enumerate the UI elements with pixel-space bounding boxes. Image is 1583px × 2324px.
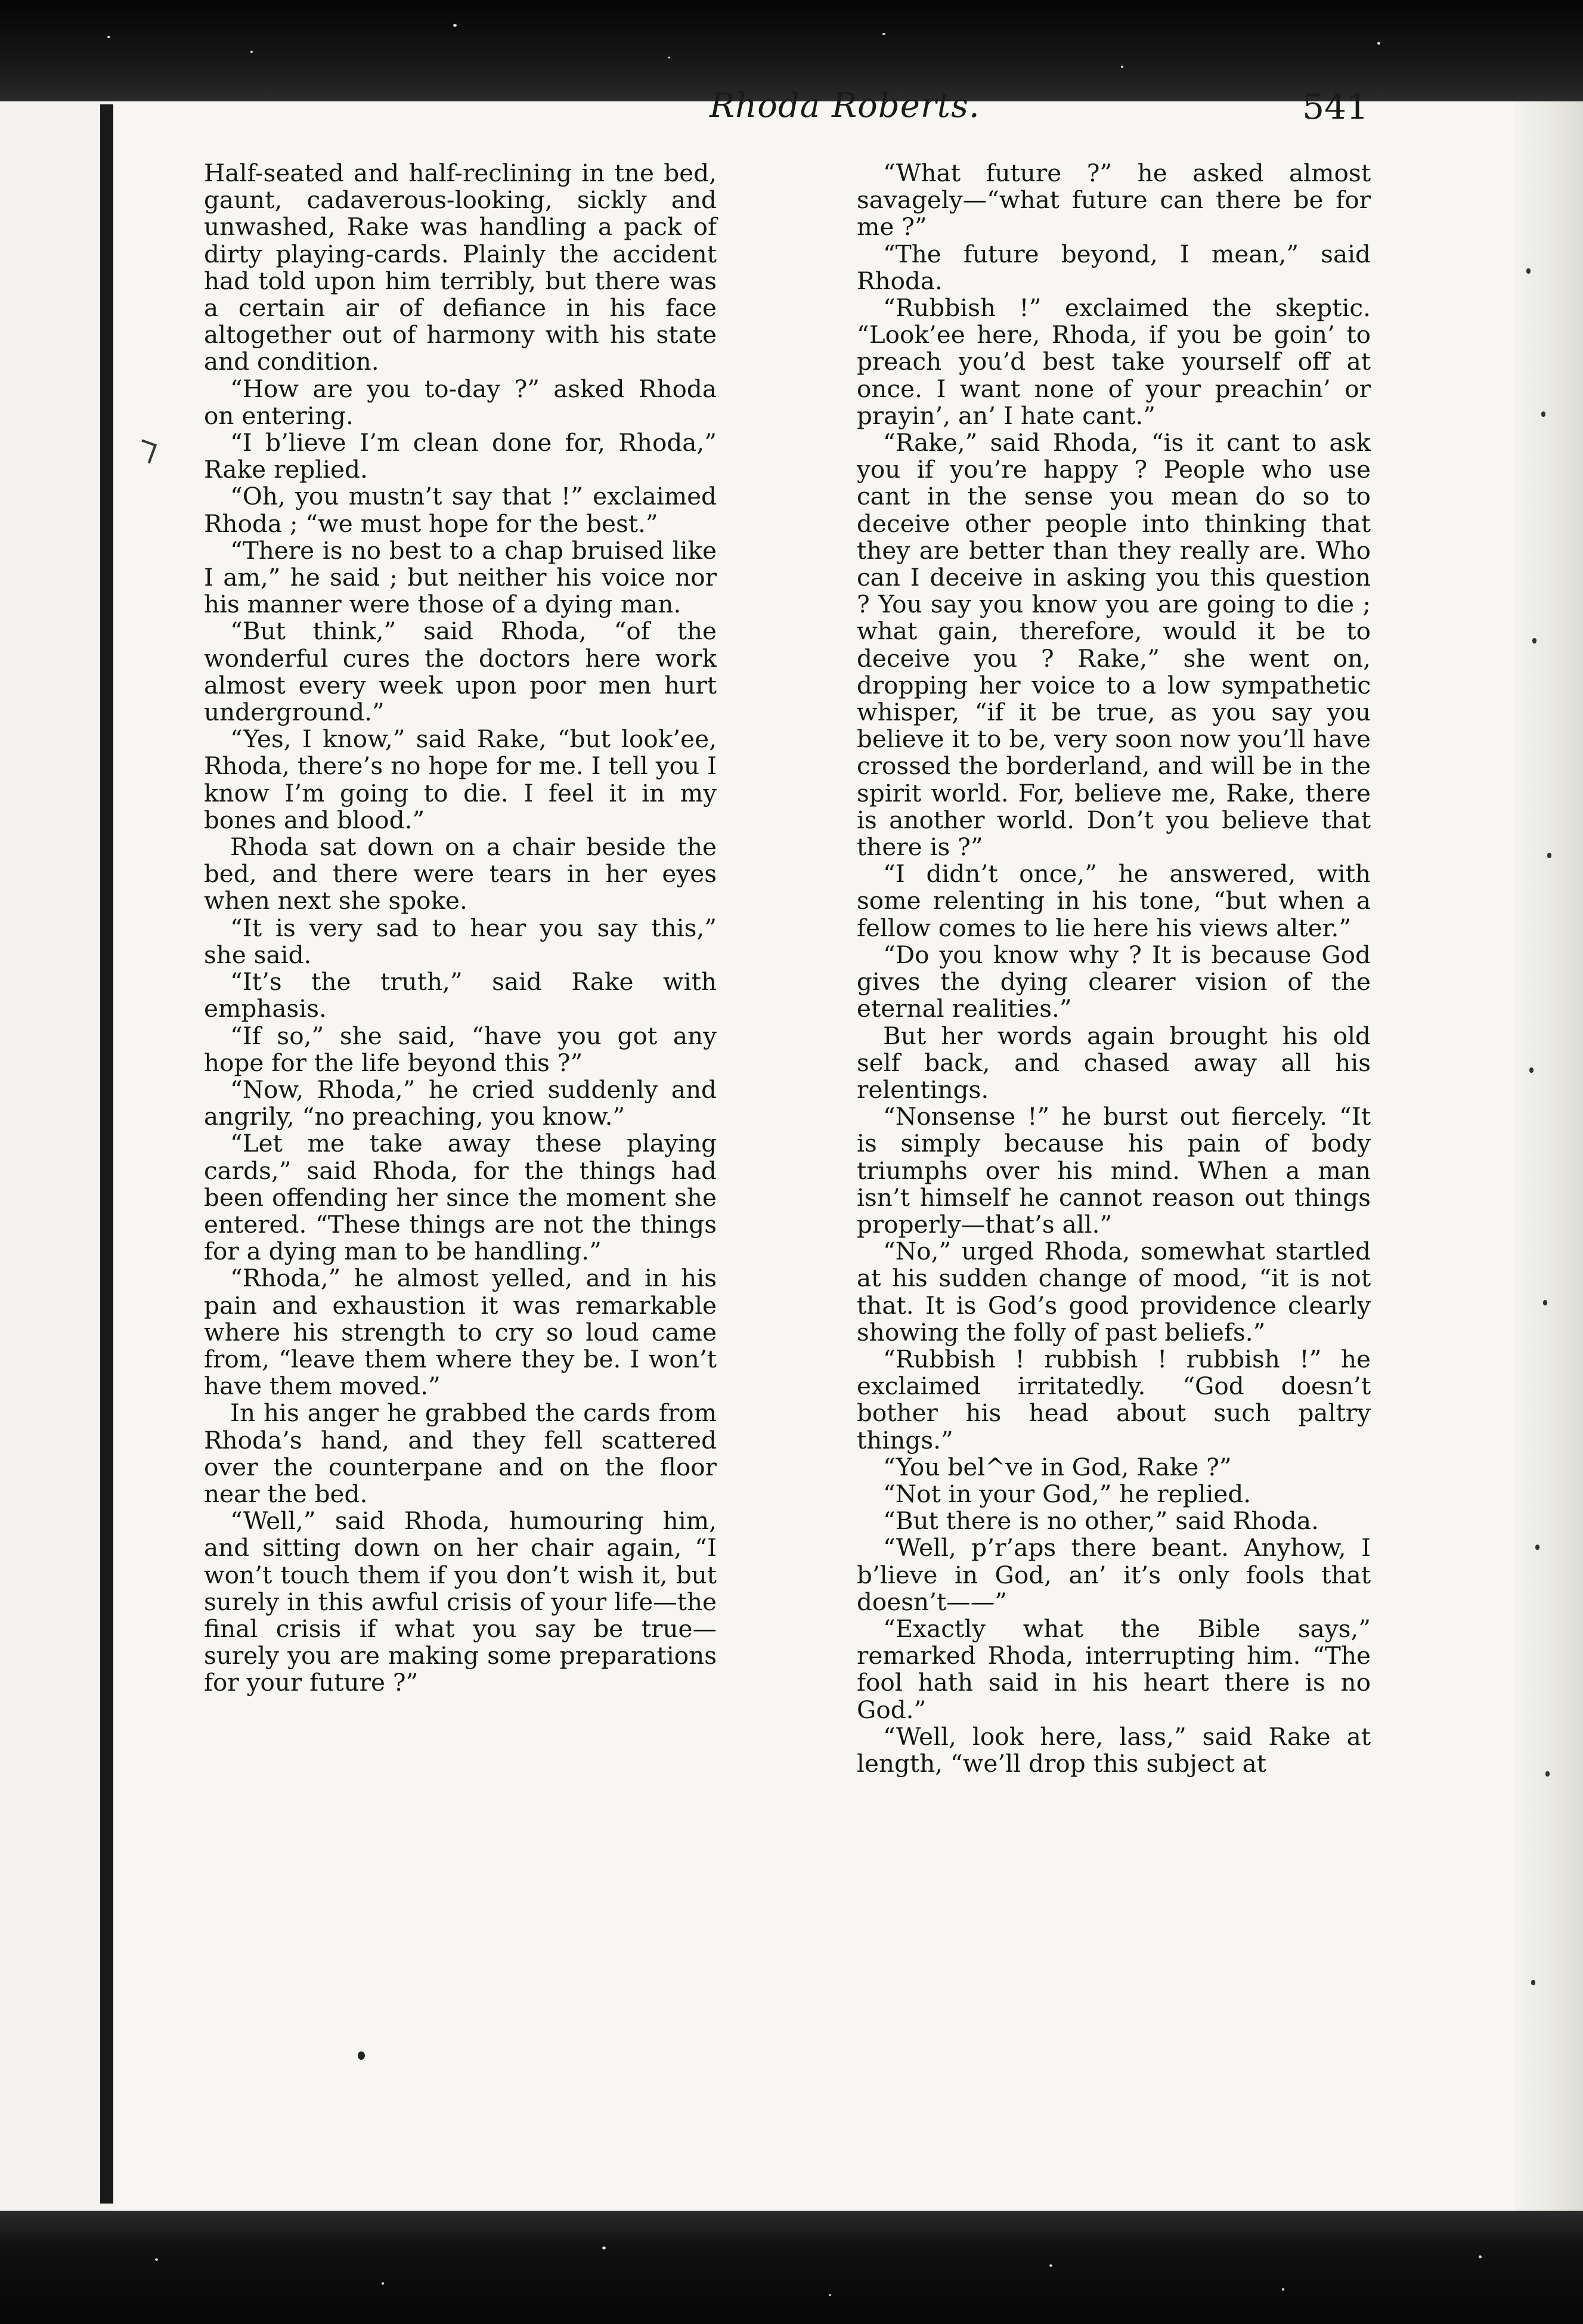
paragraph: Half-seated and half-reclining in tne bed, gaunt, cadaverous-looking, sickly and unwashed, Rake was handling a pack of dirty playing-cards. Plainly the accident had told upon him terribly, but there was a certain air of defiance in his face altogether out of harmony with his state and condition. — [204, 159, 717, 376]
paragraph: But her words again brought his old self back, and chased away all his relentings. — [857, 1021, 1371, 1104]
paragraph: “Not in your God,” he replied. — [883, 1479, 1251, 1508]
paragraph: “How are you to-day ?” asked Rhoda on entering. — [204, 374, 717, 430]
binding-edge — [100, 104, 113, 2204]
paragraph: “You bel^ve in God, Rake ?” — [883, 1452, 1232, 1481]
page-number: 541 — [1302, 86, 1368, 127]
running-title: Rhoda Roberts. — [710, 86, 980, 125]
paragraph: “Do you know why ? It is because God gives the dying clearer vision of the eternal realities.” — [857, 940, 1371, 1023]
paragraph: “The future beyond, I mean,” said Rhoda. — [857, 239, 1371, 295]
paragraph: “Rubbish ! rubbish ! rubbish !” he exclaimed irritatedly. “God doesn’t bother his head about such paltry things.” — [857, 1344, 1371, 1455]
paragraph: “Well, look here, lass,” said Rake at length, “we’ll drop this subject at — [857, 1722, 1371, 1778]
paragraph: In his anger he grabbed the cards from Rhoda’s hand, and they fell scattered over the counterpane and on the floor near the bed. — [204, 1398, 717, 1508]
paragraph: Rhoda sat down on a chair beside the bed, and there were tears in her eyes when next she spoke. — [204, 833, 717, 915]
page-right-edge — [1514, 101, 1583, 2211]
paragraph: “Rake,” said Rhoda, “is it cant to ask you if you’re happy ? People who use cant in the sense you mean do so to deceive other people into thinking that they are better than they really are. Who can I deceive in asking you this question ? You say you know you are going to die ; what gain, therefore, would it be to deceive you ? Rake,” she went on, dropping her voice to a low sympathetic whisper, “if it be true, as you say you believe it to be, very soon now you’ll have crossed the borderland, and will be in the spirit world. For, believe me, Rake, there is another world. Don’t you believe that there is ?” — [857, 428, 1371, 862]
paragraph: “Oh, you mustn’t say that !” exclaimed Rhoda ; “we must hope for the best.” — [204, 482, 717, 538]
paragraph: “If so,” she said, “have you got any hope for the life beyond this ?” — [204, 1021, 717, 1077]
page-header — [710, 86, 1368, 134]
paragraph: “Nonsense !” he burst out fiercely. “It is simply because his pain of body triumphs over his mind. When a man isn’t himself he cannot reason out things properly—that’s all.” — [857, 1102, 1371, 1239]
paragraph: “Yes, I know,” said Rake, “but look’ee, Rhoda, there’s no hope for me. I tell you I know I’m going to die. I feel it in my bones and blood.” — [204, 725, 717, 834]
text-column-right — [857, 160, 1371, 1777]
paragraph: “But think,” said Rhoda, “of the wonderful cures the doctors here work almost every week upon poor men hurt underground.” — [204, 617, 717, 727]
paragraph: “It is very sad to hear you say this,” she said. — [204, 913, 717, 969]
paragraph: “But there is no other,” said Rhoda. — [883, 1506, 1319, 1536]
paragraph: “I b’lieve I’m clean done for, Rhoda,” Rake replied. — [204, 428, 717, 484]
text-column-left — [204, 160, 717, 1697]
paragraph: “Now, Rhoda,” he cried suddenly and angrily, “no preaching, you know.” — [204, 1075, 717, 1131]
paragraph: “There is no best to a chap bruised like I am,” he said ; but neither his voice nor his manner were those of a dying man. — [204, 536, 717, 619]
paragraph: “Let me take away these playing cards,” said Rhoda, for the things had been offending her since the moment she entered. “These things are not the things for a dying man to be handling.” — [204, 1129, 717, 1266]
paragraph: “I didn’t once,” he answered, with some relenting in his tone, “but when a fellow comes to lie here his views alter.” — [857, 859, 1371, 942]
paragraph: “Well,” said Rhoda, humouring him, and sitting down on her chair again, “I won’t touch them if you don’t wish it, but surely in this awful crisis of your life—the final crisis if what you say be true—surely you are making some preparations for your future ?” — [204, 1506, 717, 1697]
paragraph: “No,” urged Rhoda, somewhat startled at his sudden change of mood, “it is not that. It is God’s good providence clearly showing the folly of past beliefs.” — [857, 1237, 1371, 1347]
scan-border-bottom — [0, 2211, 1583, 2324]
paragraph: “Well, p’r’aps there beant. Anyhow, I b’lieve in God, an’ it’s only fools that doesn’t——” — [857, 1533, 1371, 1616]
paragraph: “Rubbish !” exclaimed the skeptic. “Look’ee here, Rhoda, if you be goin’ to preach you’d best take yourself off at once. I want none of your preachin’ or prayin’, an’ I hate cant.” — [857, 293, 1371, 430]
paragraph: “Exactly what the Bible says,” remarked Rhoda, interrupting him. “The fool hath said in his heart there is no God.” — [857, 1614, 1371, 1724]
paragraph: “Rhoda,” he almost yelled, and in his pain and exhaustion it was remarkable where his strength to cry so loud came from, “leave them where they be. I won’t have them moved.” — [204, 1264, 717, 1401]
ink-blot — [358, 2051, 365, 2060]
paragraph: “It’s the truth,” said Rake with emphasis. — [204, 967, 717, 1023]
paragraph: “What future ?” he asked almost savagely—“what future can there be for me ?” — [857, 159, 1371, 242]
